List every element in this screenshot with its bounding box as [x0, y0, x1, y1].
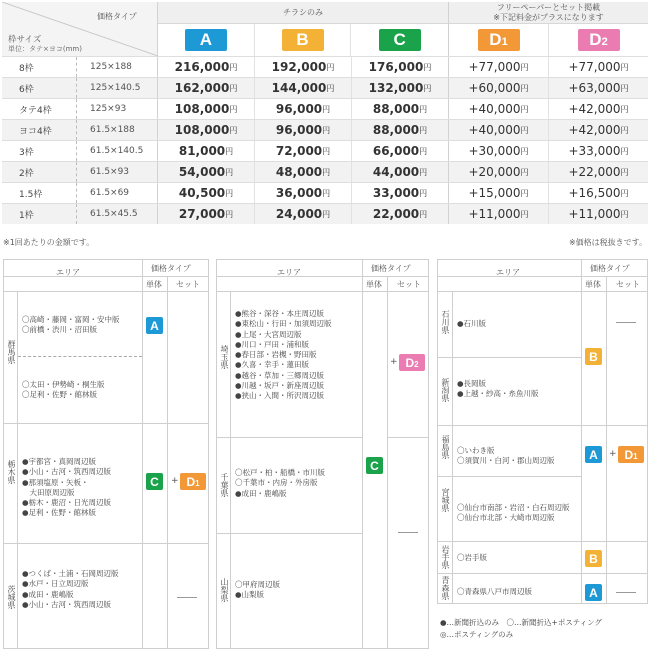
- price-row: [2, 98, 648, 119]
- price-d2: +63,000 円: [568, 81, 629, 95]
- price-c: 66,000 円: [352, 141, 449, 161]
- price-row: [2, 161, 648, 182]
- set-title-line1: フリーペーパーとセット掲載: [496, 2, 601, 12]
- price-b: 24,000 円: [255, 204, 352, 224]
- frame-name: 8枠: [19, 63, 34, 74]
- pref-chiba: 千葉県: [220, 473, 229, 497]
- yen-unit: 円: [620, 167, 629, 177]
- price-b: 36,000 円: [255, 183, 352, 203]
- yen-unit: 円: [520, 62, 529, 72]
- frame-name: 3枠: [19, 147, 34, 158]
- yen-unit: 円: [419, 146, 428, 156]
- note-per-time: ※1回あたりの金額です。: [3, 238, 95, 247]
- yen-unit: 円: [620, 209, 629, 219]
- yen-unit: 円: [322, 146, 331, 156]
- badge-d2: D $_2$: [578, 29, 620, 51]
- yen-unit: 円: [620, 62, 629, 72]
- badge-b: B: [282, 29, 324, 51]
- yen-unit: 円: [520, 125, 529, 135]
- yen-unit: 円: [419, 125, 428, 135]
- yen-unit: 円: [520, 188, 529, 198]
- note-tax-excluded: ※価格は税抜きです。: [568, 238, 647, 247]
- tochigi-list: ●宇都宮・真岡周辺版 ●小山・古河・筑西周辺版 ●那須塩原・矢板・ 大田原周辺版 ●栃木・鹿沼・日光周辺版 ●足利・佐野・館林版: [22, 457, 112, 518]
- area-panel-kanto-south: [216, 259, 429, 649]
- pref-gunma: 群馬県: [7, 340, 16, 364]
- yen-unit: 円: [520, 83, 529, 93]
- badge-d1: D $_1$: [180, 473, 206, 490]
- legend-line2: ◎…ポスティングのみ: [440, 630, 514, 639]
- yen-unit: 円: [229, 83, 238, 93]
- plus-sign: +: [390, 357, 398, 367]
- badge-d2: D $_2$: [399, 354, 425, 371]
- pref-miyagi: 宮城県: [441, 488, 450, 512]
- yen-unit: 円: [520, 167, 529, 177]
- price-d1: +15,000 円: [449, 183, 549, 203]
- price-d2: +42,000 円: [568, 123, 629, 137]
- price-d1: +11,000 円: [449, 204, 549, 224]
- frame-name: タテ4枠: [19, 105, 52, 116]
- yen-unit: 円: [229, 62, 238, 72]
- badge-d1: D $_1$: [478, 29, 520, 51]
- badge-a: A: [585, 446, 602, 463]
- yen-unit: 円: [225, 146, 234, 156]
- yen-unit: 円: [326, 62, 335, 72]
- plus-sign: +: [171, 476, 179, 486]
- price-type-header: 価格タイプ: [371, 264, 411, 273]
- free-paper-set-group: [449, 2, 648, 56]
- price-d1: +40,000 円: [449, 99, 549, 119]
- price-b: 72,000 円: [255, 141, 352, 161]
- price-a: 108,000 円: [158, 120, 255, 140]
- price-a: 54,000 円: [158, 162, 255, 182]
- yen-unit: 円: [620, 188, 629, 198]
- price-d2: +77,000 円: [568, 60, 629, 74]
- pref-tochigi: 栃木県: [7, 460, 16, 484]
- price-table-header: [2, 2, 648, 56]
- price-c: 44,000 円: [352, 162, 449, 182]
- price-c: 33,000 円: [352, 183, 449, 203]
- yen-unit: 円: [620, 83, 629, 93]
- yen-unit: 円: [419, 188, 428, 198]
- price-c: 132,000 円: [352, 78, 449, 98]
- badge-b: B: [585, 550, 602, 567]
- price-a: 216,000 円: [158, 57, 255, 77]
- single-header: 単体: [146, 280, 162, 289]
- price-d1: +77,000 円: [449, 57, 549, 77]
- price-d1: +30,000 円: [449, 141, 549, 161]
- yen-unit: 円: [326, 83, 335, 93]
- yen-unit: 円: [620, 146, 629, 156]
- frame-name: 2枠: [19, 168, 34, 179]
- legend: [440, 617, 602, 641]
- set-title-line2: ※下記料金がプラスになります: [493, 12, 604, 22]
- frame-size: 61.5×69: [76, 183, 158, 203]
- yen-unit: 円: [620, 125, 629, 135]
- price-d2: +16,500 円: [568, 186, 629, 200]
- price-b: 48,000 円: [255, 162, 352, 182]
- pref-ishikawa: 石川県: [441, 310, 450, 334]
- badge-a: A: [585, 584, 602, 601]
- price-d2: +22,000 円: [568, 165, 629, 179]
- frame-size: 125×188: [76, 57, 158, 77]
- price-type-header: 価格タイプ: [151, 264, 191, 273]
- set-header: セット: [616, 280, 640, 289]
- pref-saitama: 埼玉県: [220, 345, 229, 369]
- price-b: 144,000 円: [255, 78, 352, 98]
- price-row: [2, 203, 648, 224]
- no-set-dash: [177, 597, 197, 598]
- price-row: [2, 119, 648, 140]
- yen-unit: 円: [225, 188, 234, 198]
- price-row: [2, 140, 648, 161]
- yen-unit: 円: [322, 167, 331, 177]
- price-a: 27,000 円: [158, 204, 255, 224]
- frame-size: 125×93: [76, 99, 158, 119]
- saitama-list: ●熊谷・深谷・本庄周辺版 ●東松山・行田・加須周辺版 ●上尾・大宮周辺版 ●川口・戸田・浦和版 ●春日部・岩槻・野田版 ●久喜・幸手・蓮田版 ●越谷・草加・三郷周辺版 ●川越・坂戸・新座周辺版 ●狭山・入間・所沢周辺版: [235, 309, 332, 401]
- gunma-list-b: 〇太田・伊勢崎・桐生版 〇足利・佐野・館林版: [22, 380, 105, 400]
- yen-unit: 円: [322, 209, 331, 219]
- free-paper-set-title: [449, 2, 648, 24]
- legend-line1: ●…新聞折込のみ 〇…新聞折込+ポスティング: [440, 618, 602, 627]
- price-row: [2, 77, 648, 98]
- area-header: エリア: [277, 268, 301, 277]
- fukushima-list: 〇いわき版 〇須賀川・白河・郡山周辺版: [457, 446, 555, 466]
- frame-size: 61.5×45.5: [76, 204, 158, 224]
- price-d2: +33,000 円: [568, 144, 629, 158]
- flyer-only-title: チラシのみ: [158, 2, 448, 24]
- ishikawa-list: ●石川版: [457, 319, 487, 328]
- aomori-list: 〇青森県八戸市周辺版: [457, 587, 532, 596]
- yen-unit: 円: [419, 209, 428, 219]
- price-type-header: 価格タイプ: [590, 264, 630, 273]
- yen-unit: 円: [520, 209, 529, 219]
- price-b: 96,000 円: [255, 99, 352, 119]
- price-c: 88,000 円: [352, 120, 449, 140]
- yen-unit: 円: [322, 104, 331, 114]
- price-d2: +11,000 円: [568, 207, 629, 221]
- pref-ibaraki: 茨城県: [7, 585, 16, 609]
- iwate-list: 〇岩手版: [457, 553, 487, 562]
- area-panel-kanto-north: [3, 259, 209, 649]
- badge-c: C: [366, 457, 383, 474]
- pref-iwate: 岩手県: [441, 545, 450, 569]
- price-c: 176,000 円: [352, 57, 449, 77]
- yen-unit: 円: [229, 125, 238, 135]
- frame-size: 61.5×188: [76, 120, 158, 140]
- frame-name: 1.5枠: [19, 189, 43, 200]
- price-b: 192,000 円: [255, 57, 352, 77]
- yen-unit: 円: [419, 167, 428, 177]
- price-a: 81,000 円: [158, 141, 255, 161]
- yen-unit: 円: [520, 146, 529, 156]
- yen-unit: 円: [229, 104, 238, 114]
- single-header: 単体: [366, 280, 382, 289]
- pref-niigata: 新潟県: [441, 378, 450, 402]
- price-a: 162,000 円: [158, 78, 255, 98]
- no-set-dash: [616, 322, 636, 323]
- pref-aomori: 青森県: [441, 576, 450, 600]
- yen-unit: 円: [419, 104, 428, 114]
- chiba-list: 〇松戸・柏・船橋・市川版 〇千葉市・内房・外房版 ●成田・鹿嶋版: [235, 468, 325, 498]
- area-panel-hokuriku-tohoku: [437, 259, 648, 604]
- set-header: セット: [397, 280, 421, 289]
- price-table: [2, 2, 648, 224]
- frame-name: 1枠: [19, 210, 34, 221]
- price-c: 22,000 円: [352, 204, 449, 224]
- price-d1: +20,000 円: [449, 162, 549, 182]
- yen-unit: 円: [322, 125, 331, 135]
- price-a: 108,000 円: [158, 99, 255, 119]
- plus-sign: +: [609, 449, 617, 459]
- badge-c: C: [379, 29, 421, 51]
- badge-a: A: [146, 317, 163, 334]
- flyer-only-group: [158, 2, 449, 56]
- price-row: [2, 182, 648, 203]
- frame-size: 61.5×140.5: [76, 141, 158, 161]
- ibaraki-list: ●つくば・土浦・石岡周辺版 ●水戸・日立周辺版 ●成田・鹿嶋版 ●小山・古河・筑西周辺版: [22, 569, 119, 609]
- price-row: [2, 56, 648, 77]
- no-set-dash: [398, 532, 418, 533]
- area-header: エリア: [496, 268, 520, 277]
- corner-size-label: 枠サイズ: [8, 35, 42, 45]
- pref-fukushima: 福島県: [441, 435, 450, 459]
- gunma-list-a: 〇高崎・藤岡・富岡・安中版 〇前橋・渋川・沼田版: [22, 315, 120, 335]
- miyagi-list: 〇仙台市南部・岩沼・白石周辺版 〇仙台市北部・大崎市周辺版: [457, 503, 570, 523]
- yen-unit: 円: [520, 104, 529, 114]
- yamanashi-list: 〇甲府周辺版 ●山梨版: [235, 580, 280, 600]
- pref-yamanashi: 山梨県: [220, 578, 229, 602]
- price-c: 88,000 円: [352, 99, 449, 119]
- niigata-list: ●長岡版 ●上越・紗高・糸魚川版: [457, 379, 539, 399]
- badge-b: B: [585, 348, 602, 365]
- frame-size: 61.5×93: [76, 162, 158, 182]
- frame-size: 125×140.5: [76, 78, 158, 98]
- no-set-dash: [616, 592, 636, 593]
- corner-type-label: 価格タイプ: [97, 12, 137, 21]
- yen-unit: 円: [225, 209, 234, 219]
- badge-a: A: [185, 29, 227, 51]
- yen-unit: 円: [423, 83, 432, 93]
- yen-unit: 円: [322, 188, 331, 198]
- price-rows: [2, 56, 648, 224]
- price-a: 40,500 円: [158, 183, 255, 203]
- frame-name: 6枠: [19, 84, 34, 95]
- badge-c: C: [146, 473, 163, 490]
- corner-cell: [2, 2, 158, 56]
- corner-unit-label: 単位：タテ×ヨコ(mm): [8, 45, 82, 53]
- area-header: エリア: [56, 268, 80, 277]
- yen-unit: 円: [225, 167, 234, 177]
- yen-unit: 円: [620, 104, 629, 114]
- single-header: 単体: [585, 280, 601, 289]
- price-b: 96,000 円: [255, 120, 352, 140]
- badge-d1: D $_1$: [618, 446, 644, 463]
- price-d1: +60,000 円: [449, 78, 549, 98]
- price-d1: +40,000 円: [449, 120, 549, 140]
- frame-name: ヨコ4枠: [19, 126, 52, 137]
- set-header: セット: [176, 280, 200, 289]
- price-d2: +42,000 円: [568, 102, 629, 116]
- yen-unit: 円: [423, 62, 432, 72]
